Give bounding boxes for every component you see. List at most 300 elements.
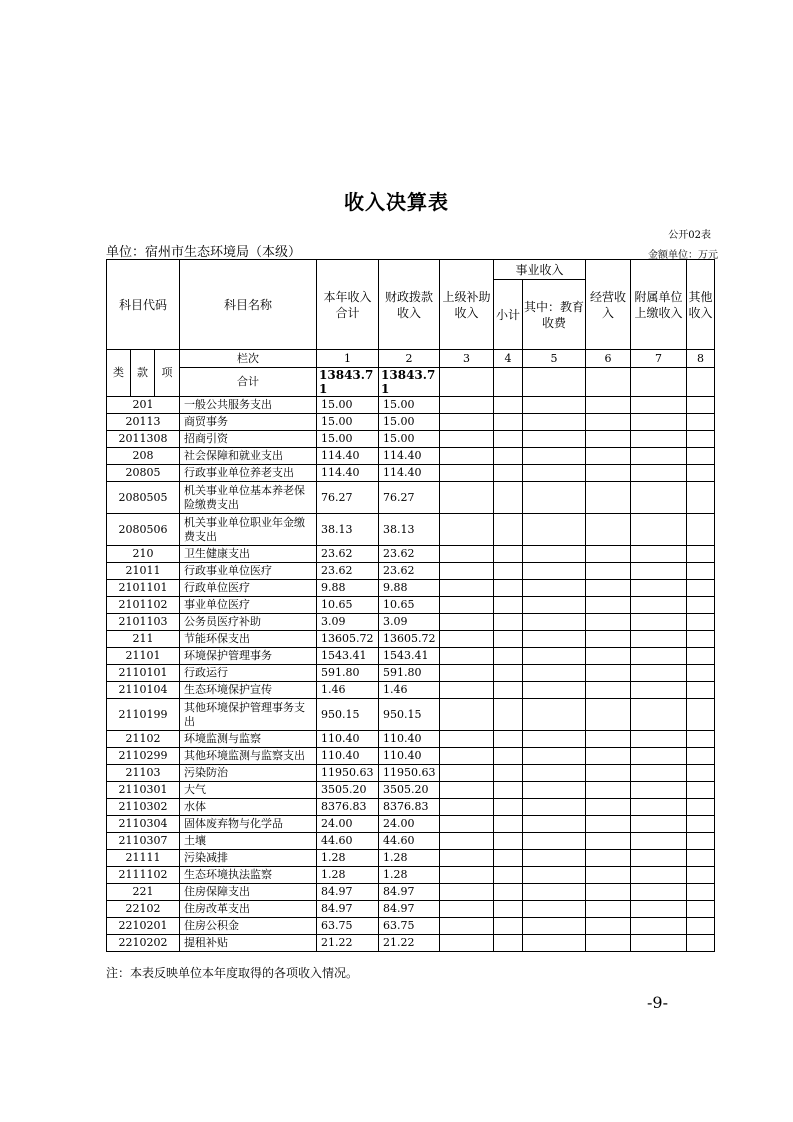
subject-code: 2210202 [107,935,180,952]
empty-cell [586,816,631,833]
empty-cell [494,368,523,397]
col-number: 3 [440,350,494,368]
empty-cell [687,850,715,867]
subject-name: 事业单位医疗 [180,597,317,614]
subject-name: 污染减排 [180,850,317,867]
empty-cell [687,799,715,816]
fiscal-income: 3505.20 [379,782,440,799]
empty-cell [586,901,631,918]
empty-cell [440,631,494,648]
empty-cell [523,682,586,699]
subject-code: 2110301 [107,782,180,799]
empty-cell [523,918,586,935]
header-business: 事业收入 [494,260,586,280]
total-income: 24.00 [317,816,379,833]
total-income: 15.00 [317,397,379,414]
subject-name: 污染防治 [180,765,317,782]
empty-cell [523,850,586,867]
subject-code: 2101102 [107,597,180,614]
empty-cell [494,665,523,682]
empty-cell [631,748,687,765]
total-income: 13605.72 [317,631,379,648]
header-superior: 上级补助收入 [440,260,494,350]
subject-name: 行政事业单位养老支出 [180,465,317,482]
empty-cell [440,514,494,546]
empty-cell [523,631,586,648]
total-fiscal: 13843.71 [379,368,440,397]
empty-cell [494,833,523,850]
empty-cell [440,597,494,614]
empty-cell [494,682,523,699]
empty-cell [494,699,523,731]
total-income: 38.13 [317,514,379,546]
empty-cell [440,935,494,952]
empty-cell [687,448,715,465]
header-code: 科目代码 [107,260,180,350]
total-income: 8376.83 [317,799,379,816]
empty-cell [631,901,687,918]
empty-cell [494,482,523,514]
empty-cell [687,597,715,614]
empty-cell [440,748,494,765]
subject-name: 水体 [180,799,317,816]
subject-code: 211 [107,631,180,648]
empty-cell [631,699,687,731]
empty-cell [440,414,494,431]
empty-cell [494,580,523,597]
empty-cell [494,748,523,765]
fiscal-income: 15.00 [379,414,440,431]
empty-cell [440,765,494,782]
header-fiscal: 财政拨款收入 [379,260,440,350]
empty-cell [687,580,715,597]
empty-cell [523,699,586,731]
fiscal-income: 38.13 [379,514,440,546]
fiscal-income: 1.46 [379,682,440,699]
empty-cell [586,648,631,665]
subject-name: 商贸事务 [180,414,317,431]
empty-cell [586,748,631,765]
table-row [107,563,715,580]
empty-cell [687,665,715,682]
empty-cell [687,867,715,884]
unit-name: 单位：宿州市生态环境局（本级） [106,245,302,260]
empty-cell [687,546,715,563]
empty-cell [523,765,586,782]
fiscal-income: 15.00 [379,431,440,448]
empty-cell [586,563,631,580]
subject-name: 大气 [180,782,317,799]
table-row [107,884,715,901]
empty-cell [523,614,586,631]
footnote: 注：本表反映单位本年度取得的各项收入情况。 [106,966,359,980]
empty-cell [440,782,494,799]
empty-cell [631,597,687,614]
fiscal-income: 3.09 [379,614,440,631]
empty-cell [631,368,687,397]
subject-name: 行政单位医疗 [180,580,317,597]
fiscal-income: 84.97 [379,884,440,901]
fiscal-income: 1.28 [379,867,440,884]
empty-cell [440,665,494,682]
empty-cell [494,867,523,884]
table-row [107,782,715,799]
subject-code: 2111102 [107,867,180,884]
fiscal-income: 15.00 [379,397,440,414]
empty-cell [631,631,687,648]
empty-cell [523,546,586,563]
fiscal-income: 63.75 [379,918,440,935]
empty-cell [631,580,687,597]
subject-name: 节能环保支出 [180,631,317,648]
empty-cell [440,448,494,465]
total-income: 10.65 [317,597,379,614]
table-row [107,414,715,431]
total-income: 84.97 [317,901,379,918]
empty-cell [523,833,586,850]
total-income: 591.80 [317,665,379,682]
subject-code: 2110199 [107,699,180,731]
empty-cell [586,465,631,482]
empty-cell [586,699,631,731]
page-title: 收入决算表 [344,190,449,214]
subject-name: 土壤 [180,833,317,850]
empty-cell [523,816,586,833]
empty-cell [494,918,523,935]
empty-cell [586,867,631,884]
table-row [107,597,715,614]
subject-name: 环境监测与监察 [180,731,317,748]
empty-cell [631,918,687,935]
empty-cell [586,731,631,748]
empty-cell [631,665,687,682]
subject-code: 2110307 [107,833,180,850]
empty-cell [494,816,523,833]
empty-cell [523,597,586,614]
subject-name: 住房公积金 [180,918,317,935]
empty-cell [523,782,586,799]
empty-cell [440,699,494,731]
header-column-label: 栏次 [180,350,317,368]
header-subtotal: 小计 [494,280,523,350]
total-income: 76.27 [317,482,379,514]
empty-cell [523,665,586,682]
subject-name: 机关事业单位基本养老保险缴费支出 [180,482,317,514]
subject-name: 提租补贴 [180,935,317,952]
header-education: 其中：教育收费 [523,280,586,350]
header-lei: 类 [107,350,131,397]
total-income: 23.62 [317,563,379,580]
empty-cell [440,867,494,884]
table-row [107,614,715,631]
empty-cell [687,465,715,482]
empty-cell [586,884,631,901]
empty-cell [586,368,631,397]
income-table [106,259,715,952]
empty-cell [523,368,586,397]
empty-cell [440,580,494,597]
total-income: 1543.41 [317,648,379,665]
empty-cell [687,833,715,850]
empty-cell [440,482,494,514]
subject-name: 招商引资 [180,431,317,448]
empty-cell [494,731,523,748]
empty-cell [494,935,523,952]
empty-cell [494,414,523,431]
subject-name: 住房保障支出 [180,884,317,901]
empty-cell [586,682,631,699]
subject-code: 2101103 [107,614,180,631]
subject-name: 公务员医疗补助 [180,614,317,631]
empty-cell [523,799,586,816]
total-income: 1.46 [317,682,379,699]
header-xiang: 项 [155,350,180,397]
subject-name: 机关事业单位职业年金缴费支出 [180,514,317,546]
empty-cell [687,748,715,765]
empty-cell [586,665,631,682]
subject-code: 2110302 [107,799,180,816]
empty-cell [687,782,715,799]
empty-cell [631,546,687,563]
empty-cell [440,648,494,665]
fiscal-income: 110.40 [379,748,440,765]
empty-cell [440,614,494,631]
empty-cell [687,816,715,833]
empty-cell [687,563,715,580]
fiscal-income: 8376.83 [379,799,440,816]
empty-cell [494,546,523,563]
empty-cell [440,546,494,563]
table-row [107,631,715,648]
subject-code: 210 [107,546,180,563]
empty-cell [631,850,687,867]
empty-cell [494,431,523,448]
fiscal-income: 591.80 [379,665,440,682]
subject-code: 208 [107,448,180,465]
empty-cell [523,748,586,765]
table-row [107,816,715,833]
empty-cell [631,799,687,816]
col-number: 1 [317,350,379,368]
subject-code: 201 [107,397,180,414]
empty-cell [494,465,523,482]
empty-cell [631,397,687,414]
empty-cell [586,833,631,850]
empty-cell [494,597,523,614]
table-row [107,397,715,414]
total-row [107,368,715,397]
subject-code: 21102 [107,731,180,748]
empty-cell [523,648,586,665]
table-row [107,648,715,665]
subject-code: 2080505 [107,482,180,514]
col-number: 6 [586,350,631,368]
total-income: 114.40 [317,448,379,465]
col-number: 8 [687,350,715,368]
empty-cell [440,397,494,414]
empty-cell [586,482,631,514]
empty-cell [687,765,715,782]
subject-code: 221 [107,884,180,901]
total-income: 110.40 [317,731,379,748]
subject-name: 行政事业单位医疗 [180,563,317,580]
empty-cell [494,799,523,816]
header-other: 其他收入 [687,260,715,350]
empty-cell [687,682,715,699]
subject-name: 社会保障和就业支出 [180,448,317,465]
empty-cell [494,901,523,918]
empty-cell [631,563,687,580]
subject-code: 2011308 [107,431,180,448]
empty-cell [687,414,715,431]
fiscal-income: 1.28 [379,850,440,867]
header-row-3 [107,350,715,368]
empty-cell [440,901,494,918]
empty-cell [687,514,715,546]
empty-cell [523,935,586,952]
total-income: 9.88 [317,580,379,597]
empty-cell [523,465,586,482]
empty-cell [523,482,586,514]
subject-name: 生态环境保护宣传 [180,682,317,699]
col-number: 5 [523,350,586,368]
empty-cell [631,448,687,465]
table-row [107,731,715,748]
header-total: 本年收入合计 [317,260,379,350]
empty-cell [687,884,715,901]
empty-cell [440,884,494,901]
empty-cell [631,731,687,748]
empty-cell [523,731,586,748]
total-label: 合计 [180,368,317,397]
empty-cell [586,597,631,614]
empty-cell [586,448,631,465]
empty-cell [631,935,687,952]
empty-cell [523,580,586,597]
empty-cell [440,833,494,850]
table-row [107,748,715,765]
empty-cell [687,901,715,918]
empty-cell [687,368,715,397]
table-row [107,682,715,699]
empty-cell [523,514,586,546]
col-number: 4 [494,350,523,368]
empty-cell [687,648,715,665]
empty-cell [631,431,687,448]
empty-cell [440,850,494,867]
empty-cell [631,414,687,431]
total-amount: 13843.71 [317,368,379,397]
table-row [107,580,715,597]
empty-cell [586,397,631,414]
empty-cell [631,867,687,884]
subject-name: 行政运行 [180,665,317,682]
empty-cell [631,648,687,665]
empty-cell [687,918,715,935]
total-income: 3505.20 [317,782,379,799]
empty-cell [523,884,586,901]
subject-name: 其他环境监测与监察支出 [180,748,317,765]
subject-name: 固体废弃物与化学品 [180,816,317,833]
empty-cell [687,699,715,731]
fiscal-income: 110.40 [379,731,440,748]
subject-code: 2101101 [107,580,180,597]
fiscal-income: 23.62 [379,563,440,580]
total-income: 950.15 [317,699,379,731]
total-income: 1.28 [317,850,379,867]
empty-cell [687,482,715,514]
form-code: 公开02表 [668,230,711,241]
header-affiliated: 附属单位上缴收入 [631,260,687,350]
header-operating: 经营收入 [586,260,631,350]
empty-cell [586,782,631,799]
fiscal-income: 76.27 [379,482,440,514]
empty-cell [523,448,586,465]
fiscal-income: 950.15 [379,699,440,731]
empty-cell [440,799,494,816]
total-income: 3.09 [317,614,379,631]
empty-cell [586,918,631,935]
empty-cell [631,514,687,546]
empty-cell [494,765,523,782]
empty-cell [523,563,586,580]
subject-name: 环境保护管理事务 [180,648,317,665]
empty-cell [440,465,494,482]
fiscal-income: 24.00 [379,816,440,833]
total-income: 84.97 [317,884,379,901]
empty-cell [631,465,687,482]
header-name: 科目名称 [180,260,317,350]
empty-cell [523,867,586,884]
empty-cell [631,884,687,901]
subject-code: 21011 [107,563,180,580]
empty-cell [440,918,494,935]
amount-unit: 金额单位：万元 [648,250,718,261]
empty-cell [586,614,631,631]
empty-cell [586,414,631,431]
total-income: 44.60 [317,833,379,850]
subject-code: 2110299 [107,748,180,765]
empty-cell [586,765,631,782]
empty-cell [494,448,523,465]
table-row [107,850,715,867]
fiscal-income: 11950.63 [379,765,440,782]
total-income: 110.40 [317,748,379,765]
empty-cell [494,631,523,648]
fiscal-income: 13605.72 [379,631,440,648]
total-income: 11950.63 [317,765,379,782]
table-row [107,799,715,816]
empty-cell [440,731,494,748]
table-row [107,918,715,935]
col-number: 2 [379,350,440,368]
subject-code: 2210201 [107,918,180,935]
subject-code: 2110104 [107,682,180,699]
total-income: 1.28 [317,867,379,884]
empty-cell [523,431,586,448]
empty-cell [687,935,715,952]
fiscal-income: 9.88 [379,580,440,597]
table-row [107,901,715,918]
table-row [107,465,715,482]
empty-cell [586,799,631,816]
table-row [107,765,715,782]
subject-code: 2110101 [107,665,180,682]
empty-cell [440,816,494,833]
subject-code: 2080506 [107,514,180,546]
empty-cell [494,782,523,799]
total-income: 63.75 [317,918,379,935]
